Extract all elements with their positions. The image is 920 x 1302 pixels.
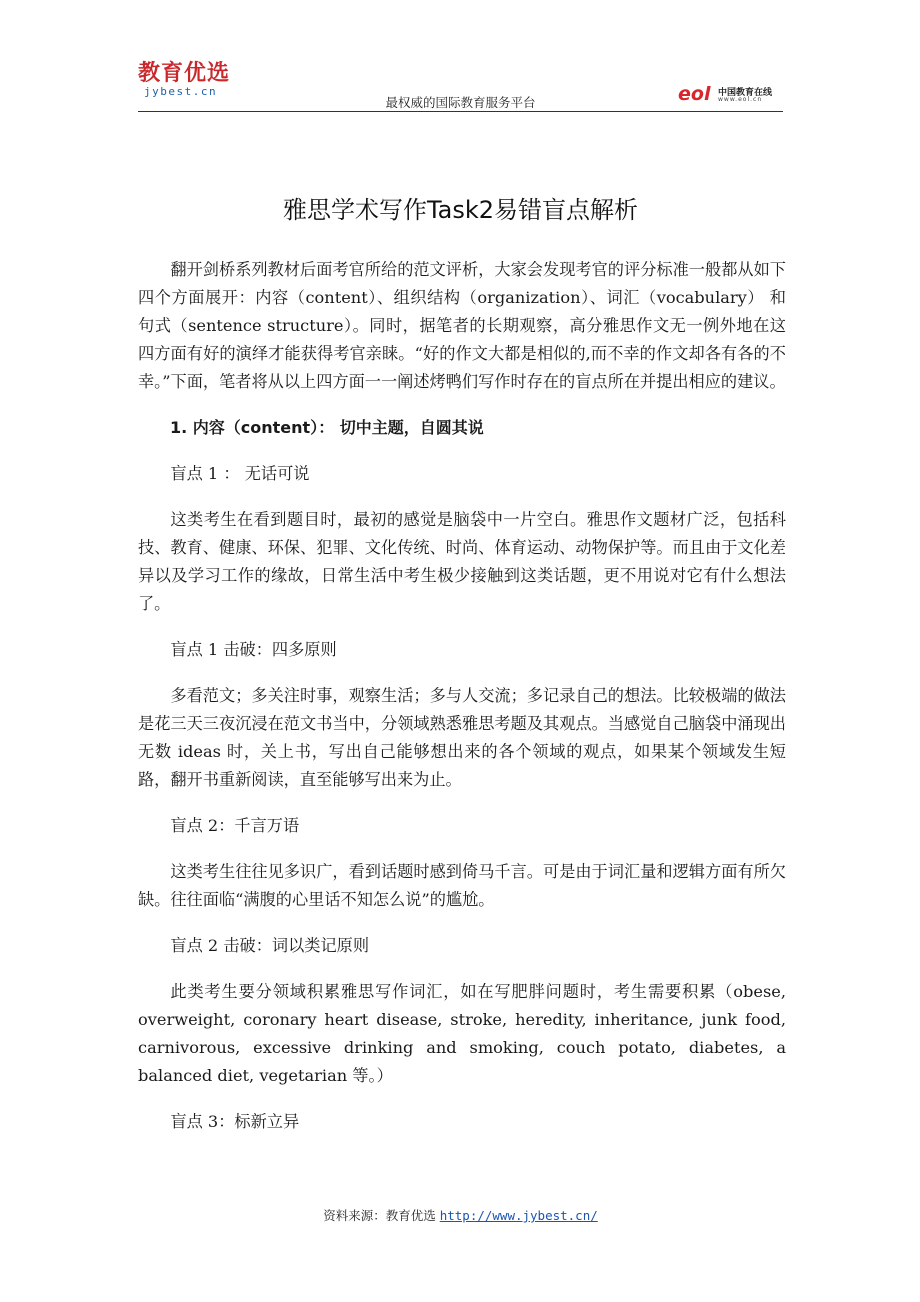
eol-logo-domain: www.eol.cn xyxy=(718,96,763,103)
eol-logo-mark: eol xyxy=(678,83,711,105)
blindspot-1-solution-paragraph: 多看范文；多关注时事，观察生活；多与人交流；多记录自己的想法。比较极端的做法是花三天三夜沉浸在范文书当中，分领域熟悉雅思考题及其观点。当感觉自己脑袋中涌现出无数 ideas 时，关上书，写出自己能够想出来的各个领域的观点，如果某个领域发生短路，翻开书重新阅读，直至能够写出来为止。 xyxy=(138,686,786,789)
blindspot-2-solution-paragraph: 此类考生要分领域积累雅思写作词汇，如在写肥胖问题时，考生需要积累（obese, overweight, coronary heart disease, stroke, heredity, inheritance, junk food, carnivorous, excessive drinking and smoking, couch potato, diabetes, a balanced diet, vegetarian 等。） xyxy=(138,982,786,1085)
blindspot-2-heading: 盲点 2：千言万语 xyxy=(170,816,300,835)
page-header xyxy=(138,62,783,110)
jybest-logo-domain: jybest.cn xyxy=(144,85,218,98)
footer-source-label: 资料来源：教育优选 xyxy=(323,1208,436,1223)
section-heading-content: 1. 内容（content）： 切中主题，自圆其说 xyxy=(170,418,484,437)
header-tagline: 最权威的国际教育服务平台 xyxy=(385,95,536,110)
page-footer xyxy=(138,1206,783,1224)
eol-logo[interactable] xyxy=(678,84,783,106)
blindspot-3-heading: 盲点 3：标新立异 xyxy=(170,1112,300,1131)
blindspot-2-paragraph: 这类考生往往见多识广，看到话题时感到倚马千言。可是由于词汇量和逻辑方面有所欠缺。往往面临“满腹的心里话不知怎么说”的尴尬。 xyxy=(138,862,786,909)
document-title: 雅思学术写作Task2易错盲点解析 xyxy=(282,196,639,224)
blindspot-2-solution-heading: 盲点 2 击破：词以类记原则 xyxy=(170,936,370,955)
blindspot-1-paragraph: 这类考生在看到题目时，最初的感觉是脑袋中一片空白。雅思作文题材广泛，包括科技、教育、健康、环保、犯罪、文化传统、时尚、体育运动、动物保护等。而且由于文化差异以及学习工作的缘故，日常生活中考生极少接触到这类话题，更不用说对它有什么想法了。 xyxy=(138,510,786,613)
jybest-logo-text: 教育优选 xyxy=(138,61,231,86)
document-body xyxy=(138,256,786,1154)
eol-logo-text: 中国教育在线 xyxy=(718,88,773,98)
blindspot-1-solution-heading: 盲点 1 击破：四多原则 xyxy=(170,640,337,659)
header-divider xyxy=(138,111,783,112)
intro-paragraph: 翻开剑桥系列教材后面考官所给的范文评析，大家会发现考官的评分标准一般都从如下四个方面展开：内容（content）、组织结构（organization）、词汇（vocabulary） 和 句式（sentence structure）。同时，据笔者的长期观察，高分雅思作文无一例外地在这四方面有好的演绎才能获得考官亲睐。“好的作文大都是相似的,而不幸的作文却各有各的不幸。”下面，笔者将从以上四方面一一阐述烤鸭们写作时存在的盲点所在并提出相应的建议。 xyxy=(138,260,786,391)
blindspot-1-heading: 盲点 1 ： 无话可说 xyxy=(170,464,310,483)
footer-source-link[interactable]: http://www.jybest.cn/ xyxy=(439,1208,598,1223)
